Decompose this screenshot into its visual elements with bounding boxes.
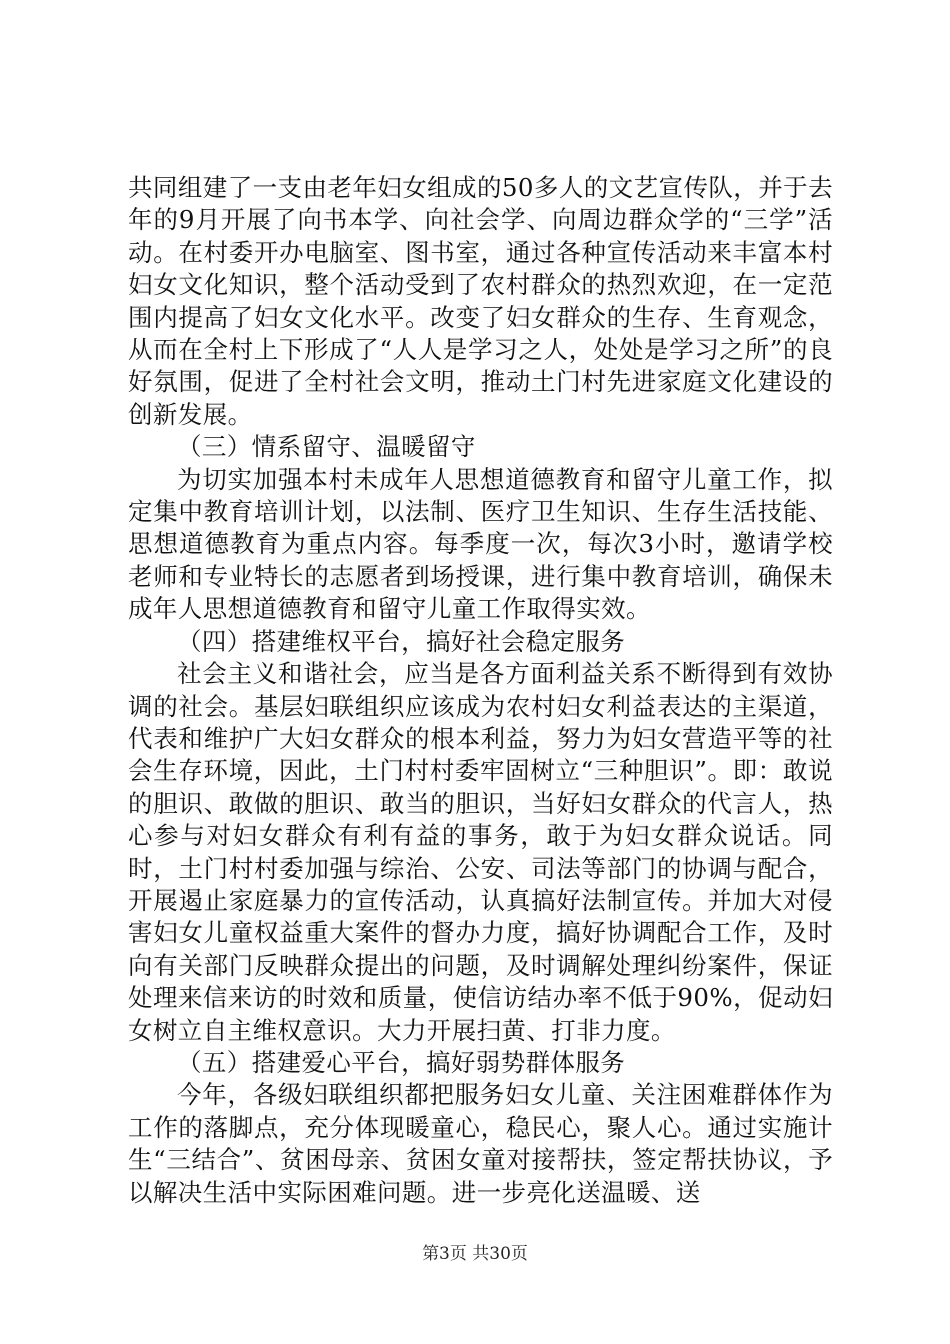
section-heading-3: （三）情系留守、温暖留守 bbox=[177, 432, 476, 462]
section-heading-5: （五）搭建爱心平台，搞好弱势群体服务 bbox=[177, 1047, 626, 1077]
paragraph-section-4: 社会主义和谐社会，应当是各方面利益关系不断得到有效协调的社会。基层妇联组织应该成为农村妇女利益表达的主渠道，代表和维护广大妇女群众的根本利益，努力为妇女营造平等的社会生存环境，因此，土门村村委牢固树立“三种胆识”。即：敢说的胆识、敢做的胆识、敢当的胆识，当好妇女群众的代言人，热心参与对妇女群众有利有益的事务，敢于为妇女群众说话。同时，土门村村委加强与综治、公安、司法等部门的协调与配合，开展遏止家庭暴力的宣传活动，认真搞好法制宣传。并加大对侵害妇女儿童权益重大案件的督办力度，搞好协调配合工作，及时向有关部门反映群众提出的问题，及时调解处理纠纷案件，保证处理来信来访的时效和质量，使信访结办率不低于90%，促动妇女树立自主维权意识。大力开展扫黄、打非力度。 bbox=[128, 659, 833, 1045]
paragraph-section-3: 为切实加强本村未成年人思想道德教育和留守儿童工作，拟定集中教育培训计划，以法制、医疗卫生知识、生存生活技能、思想道德教育为重点内容。每季度一次，每次3小时，邀请学校老师和专业特长的志愿者到场授课，进行集中教育培训，确保未成年人思想道德教育和留守儿童工作取得实效。 bbox=[128, 464, 833, 624]
page-footer: 第3页 共30页 bbox=[422, 1244, 528, 1264]
body-text bbox=[128, 172, 833, 1209]
section-heading-4: （四）搭建维权平台，搞好社会稳定服务 bbox=[177, 626, 626, 656]
paragraph-continuation: 共同组建了一支由老年妇女组成的50多人的文艺宣传队，并于去年的9月开展了向书本学、向社会学、向周边群众学的“三学”活动。在村委开办电脑室、图书室，通过各种宣传活动来丰富本村妇女文化知识，整个活动受到了农村群众的热烈欢迎，在一定范围内提高了妇女文化水平。改变了妇女群众的生存、生育观念，从而在全村上下形成了“人人是学习之人，处处是学习之所”的良好氛围，促进了全村社会文明，推动土门村先进家庭文化建设的创新发展。 bbox=[128, 173, 833, 429]
paragraph-section-5: 今年，各级妇联组织都把服务妇女儿童、关注困难群体作为工作的落脚点，充分体现暖童心，稳民心，聚人心。通过实施计生“三结合”、贫困母亲、贫困女童对接帮扶，签定帮扶协议，予以解决生活中实际困难问题。进一步亮化送温暖、送 bbox=[128, 1080, 833, 1207]
